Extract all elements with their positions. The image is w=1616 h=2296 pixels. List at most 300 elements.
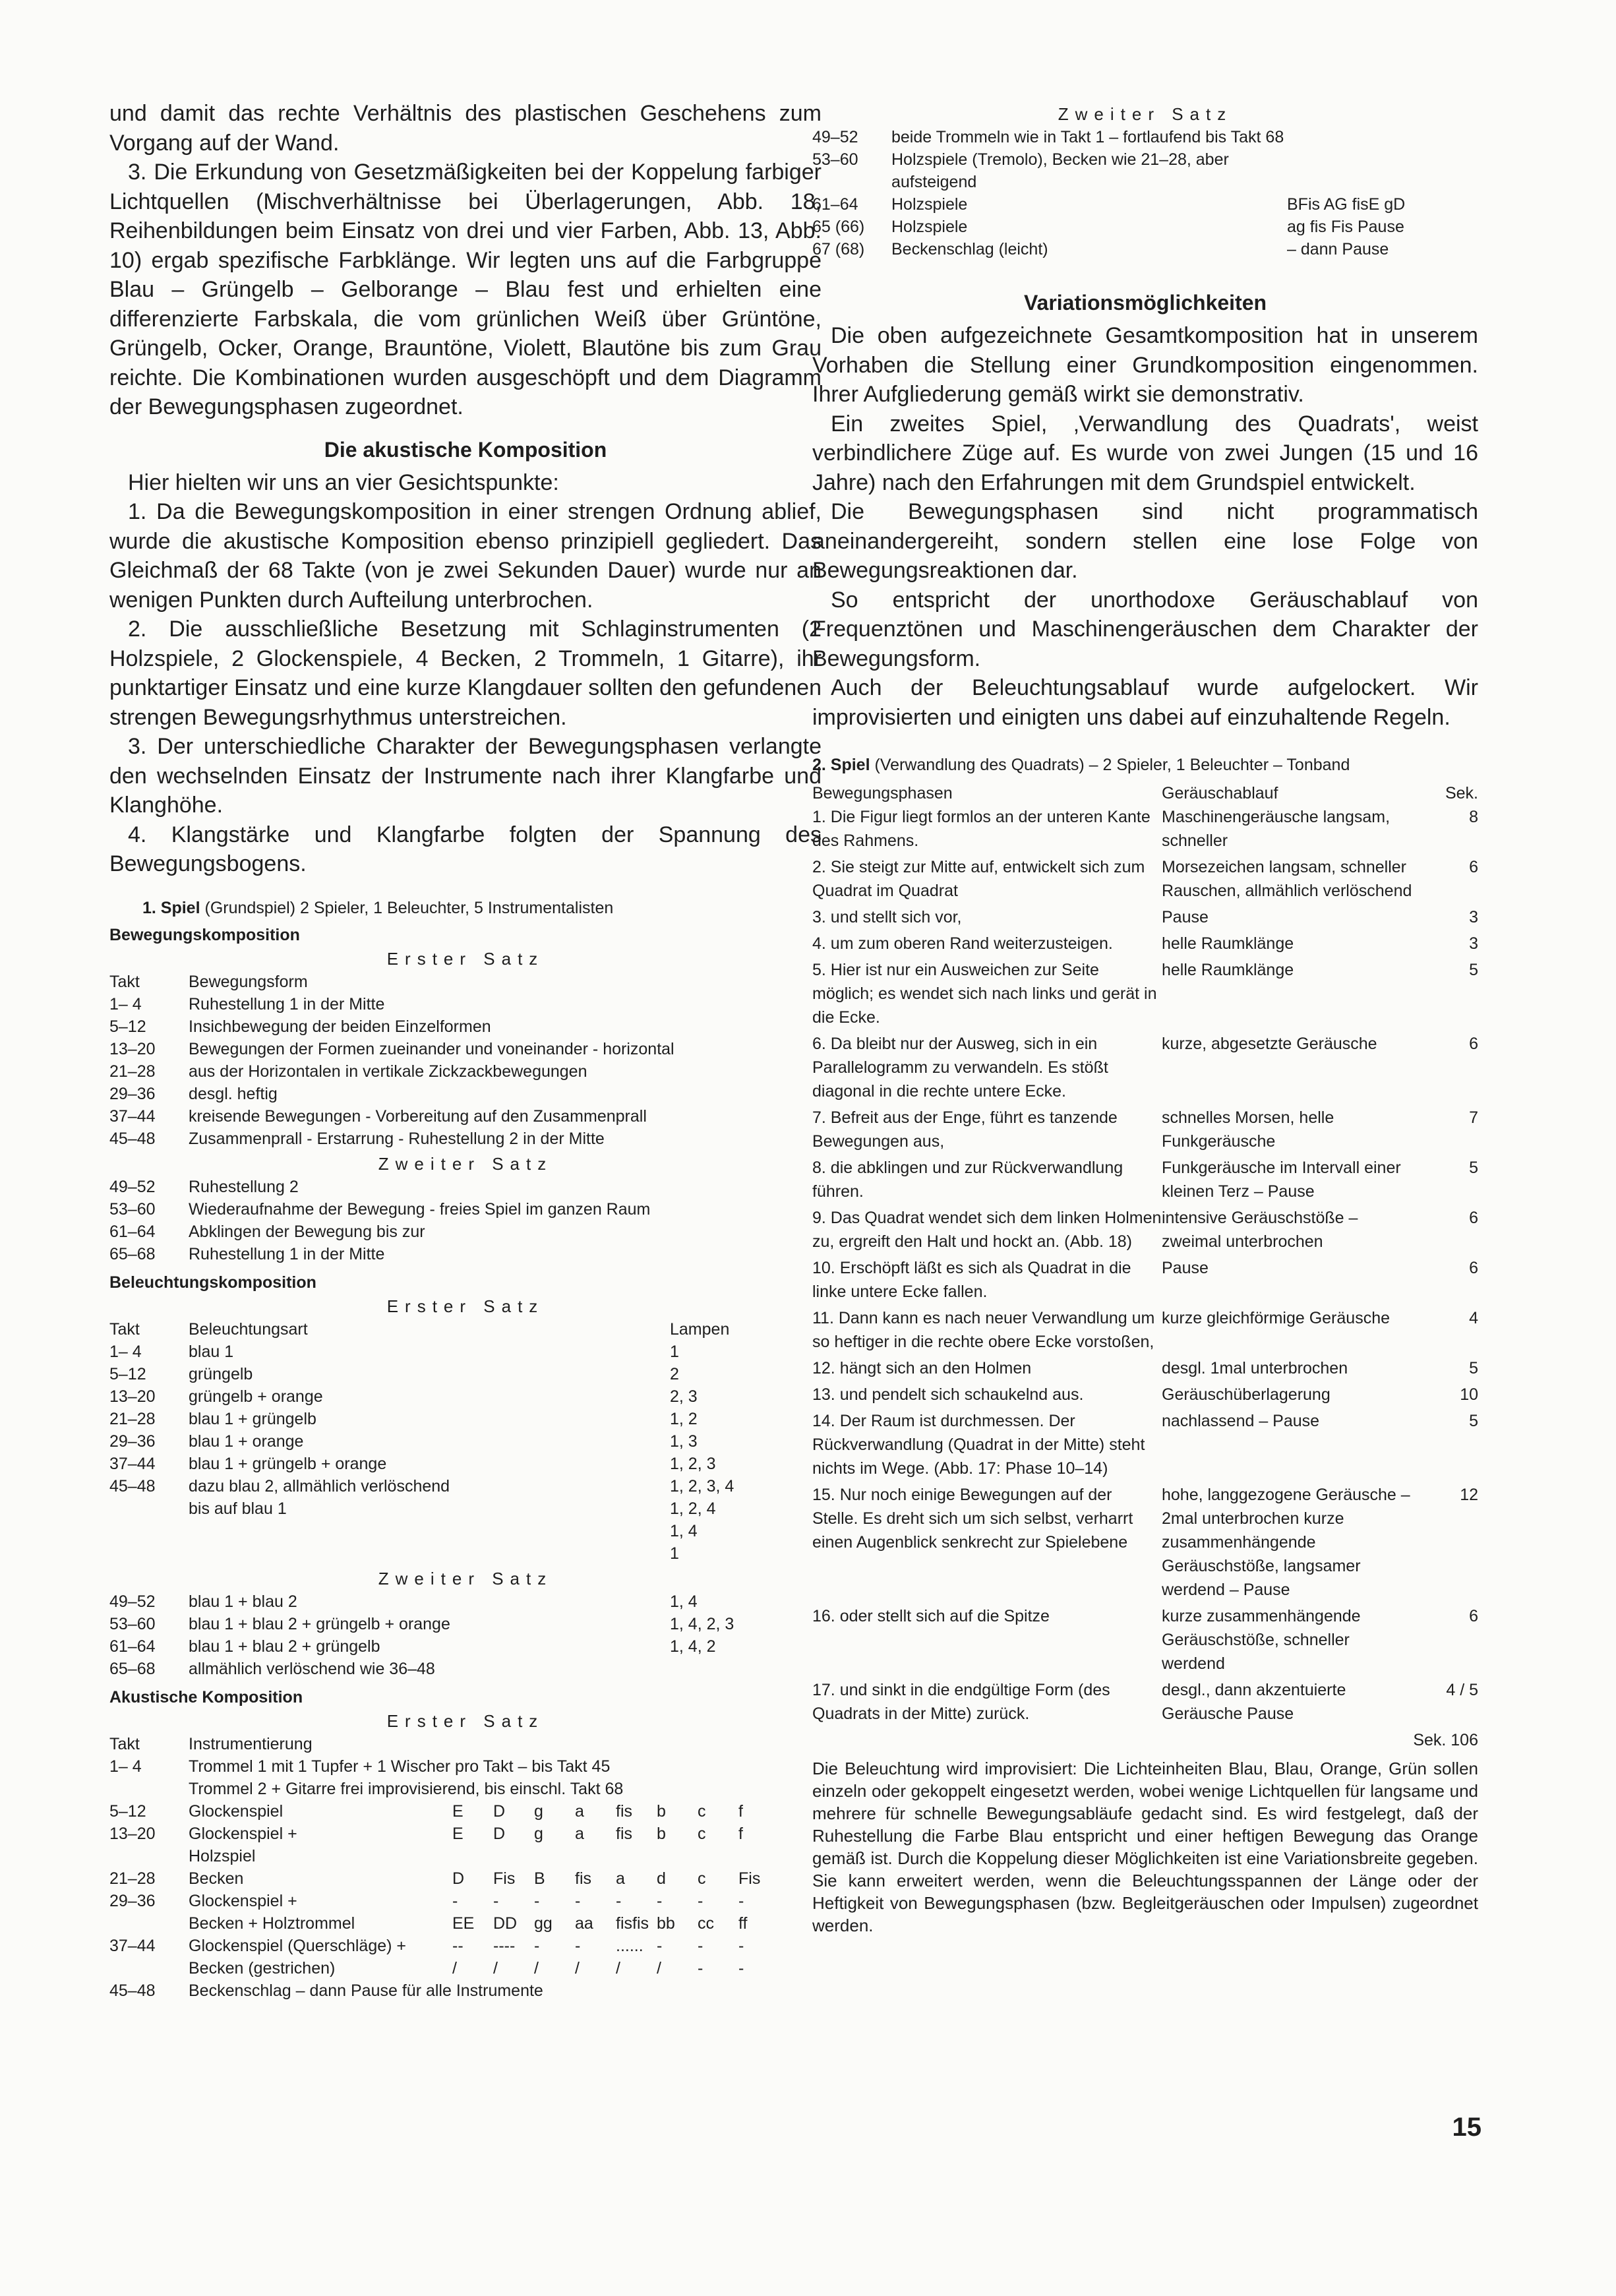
table-header-row	[109, 971, 674, 993]
note-cell: /	[452, 1958, 457, 1978]
lampen-cell: 1	[670, 1544, 679, 1563]
text-cell: Wiederaufnahme der Bewegung - freies Spiel im ganzen Raum	[189, 1199, 651, 1219]
note-cell: /	[493, 1958, 498, 1978]
seconds-cell: 10	[1460, 1385, 1478, 1404]
takt-cell: 45–48	[109, 1129, 156, 1148]
phase-cell: 10. Erschöpft läßt es sich als Quadrat in die linke untere Ecke fallen.	[812, 1259, 1131, 1301]
table-row	[812, 1206, 1478, 1256]
note-cell	[738, 1845, 779, 1867]
note-cell: EE	[452, 1914, 475, 1933]
table-row	[812, 1483, 1478, 1604]
takt-cell: 13–20	[109, 1824, 156, 1843]
text-cell: grüngelb + orange	[189, 1387, 323, 1406]
note-cell: -	[738, 1958, 744, 1978]
left-column	[109, 99, 822, 2002]
takt-cell	[109, 1845, 189, 1867]
notes-cell	[1287, 148, 1405, 193]
takt-cell: 21–28	[109, 1062, 156, 1081]
instrument-cell: Holzspiel	[189, 1846, 256, 1865]
bewegung-table-2	[109, 1176, 650, 1265]
sound-cell: desgl., dann akzentuierte Geräusche Pause	[1162, 1681, 1346, 1723]
table-row	[812, 1106, 1478, 1156]
seconds-cell: 7	[1469, 1108, 1478, 1127]
table-row	[109, 1083, 674, 1105]
seconds-cell: 5	[1469, 1359, 1478, 1377]
lampen-cell: 1, 4	[670, 1521, 698, 1540]
seconds-cell: 5	[1469, 961, 1478, 979]
note-cell: b	[657, 1824, 666, 1843]
table-row	[109, 1176, 650, 1198]
col-geraeuschablauf: Geräuschablauf	[1162, 784, 1278, 802]
note-cell: ff	[738, 1914, 748, 1933]
seconds-cell: 6	[1469, 858, 1478, 876]
akustik-notes-table	[109, 1800, 779, 1979]
lampen-cell: 1, 2	[670, 1409, 698, 1428]
table-row	[812, 1678, 1478, 1728]
sound-cell: schnelles Morsen, helle Funkgeräusche	[1162, 1108, 1334, 1151]
table-row	[109, 1341, 734, 1363]
col-lampen: Lampen	[670, 1319, 730, 1339]
sound-cell: desgl. 1mal unterbrochen	[1162, 1359, 1348, 1377]
table-row	[109, 1408, 734, 1430]
text-cell: blau 1 + grüngelb	[189, 1409, 316, 1428]
text-cell: blau 1	[189, 1342, 234, 1361]
bewegung-header: Bewegungskomposition	[109, 925, 300, 944]
sound-cell: kurze zusammenhängende Geräuschstöße, schneller werdend	[1162, 1607, 1361, 1673]
text-cell: allmählich verlöschend wie 36–48	[189, 1659, 435, 1678]
phases-table	[812, 781, 1478, 1752]
takt-cell: 13–20	[109, 1039, 156, 1058]
sound-cell: hohe, langgezogene Geräusche – 2mal unterbrochen kurze zusammenhängende Geräuschstöße, langsamer werdend – Pause	[1162, 1486, 1410, 1599]
text-cell: Bewegungen der Formen zueinander und voneinander - horizontal	[189, 1039, 674, 1058]
col-bewegungsphasen: Bewegungsphasen	[812, 784, 953, 802]
note-cell: c	[698, 1801, 706, 1821]
note-cell: /	[616, 1958, 620, 1978]
variation-text	[812, 321, 1478, 732]
seconds-cell: 5	[1469, 1159, 1478, 1177]
col-sek: Sek.	[1445, 784, 1478, 802]
table-row	[812, 1256, 1478, 1306]
section-heading: Variationsmöglichkeiten	[1023, 291, 1267, 315]
takt-cell: 29–36	[109, 1432, 156, 1451]
phase-cell: 12. hängt sich an den Holmen	[812, 1359, 1032, 1377]
table-row	[109, 1105, 674, 1128]
takt-cell: 21–28	[109, 1869, 156, 1888]
takt-cell: 61–64	[812, 195, 858, 214]
table-row	[812, 958, 1478, 1032]
takt-cell	[109, 1912, 189, 1935]
paragraph: 4. Klangstärke und Klangfarbe folgten der Spannung des Bewegungsbogens.	[109, 822, 822, 876]
table-row	[812, 126, 1405, 148]
table-row	[109, 1778, 623, 1800]
text-cell: Insichbewegung der beiden Einzelformen	[189, 1017, 491, 1036]
takt-cell: 29–36	[109, 1084, 156, 1103]
satz-label: Zweiter Satz	[378, 1153, 553, 1174]
col-takt: Takt	[109, 972, 140, 991]
note-cell	[452, 1845, 493, 1867]
takt-cell: 53–60	[109, 1614, 156, 1633]
table-row	[109, 1542, 734, 1565]
text-cell: Beckenschlag – dann Pause für alle Instrumente	[189, 1981, 543, 2000]
note-cell	[698, 1845, 738, 1867]
table-row	[109, 1520, 734, 1542]
table-row	[109, 1912, 779, 1935]
takt-cell: 5–12	[109, 1801, 146, 1821]
takt-cell: 37–44	[109, 1454, 156, 1473]
note-cell: Fis	[738, 1869, 761, 1888]
instrument-cell: Becken (gestrichen)	[189, 1958, 336, 1978]
table-row	[109, 1453, 734, 1475]
note-cell: -	[698, 1936, 703, 1955]
right-column	[812, 104, 1478, 1937]
phase-cell: 3. und stellt sich vor,	[812, 908, 962, 926]
table-row	[812, 1383, 1478, 1409]
table-row	[109, 1497, 734, 1520]
note-cell: -	[575, 1891, 581, 1910]
note-cell: gg	[534, 1914, 553, 1933]
instrument-cell: Glockenspiel +	[189, 1891, 297, 1910]
takt-cell: 49–52	[109, 1177, 156, 1196]
note-cell: -	[616, 1891, 622, 1910]
sound-cell: Pause	[1162, 1259, 1209, 1277]
seconds-cell: 3	[1469, 934, 1478, 953]
beleuchtung-header: Beleuchtungskomposition	[109, 1273, 316, 1292]
instrument-cell: Becken	[189, 1869, 244, 1888]
takt-cell: 65–68	[109, 1244, 156, 1263]
text-cell	[189, 1542, 670, 1565]
beleuchtung-table-2	[109, 1590, 734, 1680]
note-cell	[493, 1845, 534, 1867]
instrument-cell: Glockenspiel (Querschläge) +	[189, 1936, 407, 1955]
table-row	[109, 1867, 779, 1890]
text-cell: dazu blau 2, allmählich verlöschend	[189, 1476, 450, 1495]
note-cell: -	[452, 1891, 458, 1910]
instrument-cell: Glockenspiel	[189, 1801, 284, 1821]
lampen-cell: 1, 4, 2	[670, 1637, 716, 1656]
table-header-row	[109, 1733, 623, 1755]
takt-cell: 37–44	[109, 1936, 156, 1955]
takt-cell: 45–48	[109, 1981, 156, 2000]
text-cell: blau 1 + blau 2	[189, 1592, 297, 1611]
note-cell: c	[698, 1824, 706, 1843]
text-cell: Trommel 1 mit 1 Tupfer + 1 Wischer pro Takt – bis Takt 45	[189, 1757, 611, 1776]
seconds-cell: 6	[1469, 1259, 1478, 1277]
note-cell: -	[657, 1936, 663, 1955]
phase-cell: 9. Das Quadrat wendet sich dem linken Holmen zu, ergreift den Halt und hockt an. (Abb. 18)	[812, 1209, 1162, 1251]
note-cell: /	[657, 1958, 661, 1978]
lampen-cell	[670, 1658, 734, 1680]
note-cell: ......	[616, 1936, 643, 1955]
table-row	[109, 1590, 734, 1613]
note-cell: g	[534, 1824, 543, 1843]
phase-cell: 17. und sinkt in die endgültige Form (des Quadrats in der Mitte) zurück.	[812, 1681, 1110, 1723]
lampen-cell: 1, 2, 4	[670, 1499, 716, 1518]
table-row	[109, 1221, 650, 1243]
lampen-cell: 1, 4	[670, 1592, 698, 1611]
lampen-cell: 1	[670, 1342, 679, 1361]
note-cell	[534, 1845, 575, 1867]
table-header-row	[109, 1318, 734, 1341]
instrument-cell: Becken + Holztrommel	[189, 1914, 355, 1933]
spiel1-header	[109, 899, 822, 918]
table-row	[812, 905, 1478, 932]
table-row	[109, 1979, 543, 2002]
note-cell: b	[657, 1801, 666, 1821]
paragraph: Auch der Beleuchtungsablauf wurde aufgelockert. Wir improvisierten und einigten uns dabei auf einzuhaltende Regeln.	[812, 675, 1478, 730]
note-cell: -	[493, 1891, 499, 1910]
note-cell: D	[493, 1801, 506, 1821]
paragraph: 1. Da die Bewegungskomposition in einer strengen Ordnung ablief, wurde die akustische Komposition ebenso prinzipiell gegliedert. Das Gleichmaß der 68 Takte (von je zwei Sekunden Dauer) wurde nur an wenigen Punkten durch Aufteilung unterbrochen.	[109, 499, 822, 613]
note-cell: -	[575, 1936, 581, 1955]
takt-cell: 61–64	[109, 1222, 156, 1241]
text-cell: Holzspiele	[891, 218, 968, 236]
takt-cell: 45–48	[109, 1476, 156, 1495]
note-cell: fis	[616, 1824, 632, 1843]
note-cell: B	[534, 1869, 545, 1888]
note-cell: f	[738, 1801, 743, 1821]
note-cell: fis	[575, 1869, 591, 1888]
table-row	[812, 238, 1405, 260]
table-row	[109, 1755, 623, 1778]
note-cell: a	[575, 1801, 584, 1821]
beleuchtung-table-1	[109, 1318, 734, 1565]
text-cell: Trommel 2 + Gitarre frei improvisierend, bis einschl. Takt 68	[189, 1779, 624, 1798]
seconds-cell: 3	[1469, 908, 1478, 926]
sound-cell: Geräuschüberlagerung	[1162, 1385, 1331, 1404]
note-cell: -	[698, 1891, 703, 1910]
text-cell: bis auf blau 1	[189, 1499, 287, 1518]
note-cell: g	[534, 1801, 543, 1821]
phase-cell: 8. die abklingen und zur Rückverwandlung führen.	[812, 1159, 1123, 1201]
lampen-cell: 1, 3	[670, 1432, 698, 1451]
table-row	[109, 1935, 779, 1957]
note-cell: DD	[493, 1914, 518, 1933]
text-cell: kreisende Bewegungen - Vorbereitung auf den Zusammenprall	[189, 1106, 647, 1126]
lampen-cell: 1, 2, 3	[670, 1454, 716, 1473]
note-cell: fisfis	[616, 1914, 649, 1933]
takt-cell	[109, 1520, 189, 1542]
page-number: 15	[1452, 2113, 1481, 2142]
sound-cell: nachlassend – Pause	[1162, 1412, 1320, 1430]
note-cell: --	[452, 1936, 464, 1955]
takt-cell: 49–52	[109, 1592, 156, 1611]
intro-text	[109, 99, 822, 422]
seconds-cell: 5	[1469, 1412, 1478, 1430]
note-cell: a	[616, 1869, 625, 1888]
note-cell: D	[452, 1869, 465, 1888]
satz-label: Erster Satz	[386, 1296, 545, 1316]
table-row	[109, 1957, 779, 1979]
phase-cell: 13. und pendelt sich schaukelnd aus.	[812, 1385, 1084, 1404]
phase-cell: 2. Sie steigt zur Mitte auf, entwickelt sich zum Quadrat im Quadrat	[812, 858, 1145, 900]
text-cell: Beckenschlag (leicht)	[891, 240, 1048, 258]
note-cell: Fis	[493, 1869, 516, 1888]
text-cell: blau 1 + blau 2 + grüngelb + orange	[189, 1614, 450, 1633]
takt-cell: 21–28	[109, 1409, 156, 1428]
col-takt: Takt	[109, 1319, 140, 1339]
table-row	[109, 1800, 779, 1823]
takt-cell: 61–64	[109, 1637, 156, 1656]
takt-cell	[109, 1957, 189, 1979]
paragraph: und damit das rechte Verhältnis des plastischen Geschehens zum Vorgang auf der Wand.	[109, 101, 822, 156]
table-row	[109, 1243, 650, 1265]
takt-cell: 65–68	[109, 1659, 156, 1678]
takt-cell: 67 (68)	[812, 240, 865, 258]
note-cell: -	[657, 1891, 663, 1910]
note-cell: -	[738, 1891, 744, 1910]
takt-cell	[109, 1778, 189, 1800]
table-row	[109, 1658, 734, 1680]
sound-cell: kurze, abgesetzte Geräusche	[1162, 1035, 1377, 1053]
text-cell: blau 1 + orange	[189, 1432, 304, 1451]
takt-cell: 13–20	[109, 1387, 156, 1406]
closing-note: Die Beleuchtung wird improvisiert: Die Lichteinheiten Blau, Blau, Orange, Grün sollen einzeln oder gekoppelt eingesetzt werden, wobei wenige Lichtquellen für langsame und mehrere für schnelle Bewegungsabläufe gedacht sind. Es wird festgelegt, daß der Ruhestellung die Farbe Blau entspricht und einer heftigen Bewegung das Orange gemäß ist. Durch die Koppelung dieser Möglichkeiten ist eine Variationsbreite gegeben. Sie kann erweitert werden, wenn die Beleuchtungsspannen der Länge oder der Heftigkeit von Bewegungsphasen (bzw. Begleitgeräuschen oder Impulsen) zugeordnet werden.	[812, 1759, 1478, 1935]
text-cell: beide Trommeln wie in Takt 1 – fortlaufend bis Takt 68	[891, 128, 1284, 146]
sound-cell: kurze gleichförmige Geräusche	[1162, 1309, 1390, 1327]
table-row	[109, 1015, 674, 1038]
spiel2-details: (Verwandlung des Quadrats) – 2 Spieler, 1 Beleuchter – Tonband	[874, 756, 1350, 774]
table-row	[812, 1409, 1478, 1483]
sound-cell: Pause	[1162, 908, 1209, 926]
note-cell	[616, 1845, 657, 1867]
note-cell: -	[534, 1936, 540, 1955]
seconds-cell: 6	[1469, 1209, 1478, 1227]
table-row	[812, 193, 1405, 216]
takt-cell: 65 (66)	[812, 218, 865, 236]
seconds-cell: 6	[1469, 1607, 1478, 1625]
paragraph: 3. Die Erkundung von Gesetzmäßigkeiten bei der Koppelung farbiger Lichtquellen (Mischverhältnisse bei Überlagerungen, Abb. 18, Reihenbildungen beim Einsatz von drei und vier Farben, Abb. 13, Abb. 10) ergab spezifische Farbklänge. Wir legten uns auf die Farbgruppe Blau – Grüngelb – Gelborange – Blau fest und erhielten eine differenzierte Farbskala, die vom grünlichen Weiß über Grüntöne, Grüngelb, Ocker, Orange, Brauntöne, Violett, Blautöne bis zum Grau reichte. Die Kombinationen wurden ausgeschöpft und dem Diagramm der Bewegungsphasen zugeordnet.	[109, 160, 822, 419]
seconds-cell: 4 / 5	[1446, 1681, 1478, 1699]
paragraph: Hier hielten wir uns an vier Gesichtspunkte:	[128, 469, 559, 495]
total-seconds: Sek. 106	[1413, 1731, 1478, 1749]
takt-cell	[109, 1542, 189, 1565]
seconds-cell: 12	[1460, 1486, 1478, 1504]
col-instrumentierung: Instrumentierung	[189, 1734, 313, 1753]
table-row	[812, 855, 1478, 905]
lampen-cell: 2	[670, 1364, 679, 1383]
seconds-cell: 8	[1469, 808, 1478, 826]
seconds-cell: 4	[1469, 1309, 1478, 1327]
takt-cell: 53–60	[109, 1199, 156, 1219]
table-row	[812, 1356, 1478, 1383]
text-cell: Holzspiele (Tremolo), Becken wie 21–28, aber aufsteigend	[891, 150, 1229, 191]
col-beleuchtungsart: Beleuchtungsart	[189, 1319, 308, 1339]
note-cell: bb	[657, 1914, 675, 1933]
col-bewegungsform: Bewegungsform	[189, 972, 308, 991]
akustik-text	[109, 468, 822, 879]
text-cell: Zusammenprall - Erstarrung - Ruhestellung 2 in der Mitte	[189, 1129, 605, 1148]
text-cell: Ruhestellung 2	[189, 1177, 299, 1196]
paragraph: 3. Der unterschiedliche Charakter der Bewegungsphasen verlangte den wechselnden Einsatz der Instrumente nach ihrer Klangfarbe und Klanghöhe.	[109, 734, 822, 818]
notes-cell: BFis AG fisE gD	[1287, 195, 1406, 214]
table-row	[109, 993, 674, 1015]
paragraph: Die oben aufgezeichnete Gesamtkomposition hat in unserem Vorhaben die Stellung einer Grundkomposition eingenommen. Ihrer Aufgliederung gemäß wirkt sie demonstrativ.	[812, 323, 1478, 407]
sound-cell: intensive Geräuschstöße – zweimal unterbrochen	[1162, 1209, 1358, 1251]
zweiter-satz-table	[812, 126, 1405, 260]
takt-cell: 53–60	[812, 150, 858, 169]
spiel2-header	[812, 756, 1478, 775]
note-cell: aa	[575, 1914, 593, 1933]
sound-cell: helle Raumklänge	[1162, 961, 1294, 979]
note-cell: /	[534, 1958, 539, 1978]
takt-cell	[109, 1497, 189, 1520]
note-cell: D	[493, 1824, 506, 1843]
akustik-last-table	[109, 1979, 543, 2002]
note-cell: f	[738, 1824, 743, 1843]
text-cell: Holzspiele	[891, 195, 968, 214]
paragraph: So entspricht der unorthodoxe Geräuschablauf von Frequenztönen und Maschinengeräuschen dem Charakter der Bewegungsform.	[812, 587, 1478, 671]
table-row	[109, 1385, 734, 1408]
notes-cell: – dann Pause	[1287, 240, 1389, 258]
table-row	[109, 1475, 734, 1497]
table-row	[812, 1032, 1478, 1106]
seconds-cell: 6	[1469, 1035, 1478, 1053]
phase-cell: 16. oder stellt sich auf die Spitze	[812, 1607, 1050, 1625]
takt-cell: 1– 4	[109, 994, 142, 1013]
bewegung-table-1	[109, 971, 674, 1150]
table-row	[812, 1604, 1478, 1678]
table-row	[812, 1156, 1478, 1206]
spiel1-title: 1. Spiel	[142, 898, 200, 917]
lampen-cell: 1, 2, 3, 4	[670, 1476, 734, 1495]
note-cell	[575, 1845, 616, 1867]
table-row	[109, 1060, 674, 1083]
phase-cell: 7. Befreit aus der Enge, führt es tanzende Bewegungen aus,	[812, 1108, 1118, 1151]
phase-cell: 4. um zum oberen Rand weiterzusteigen.	[812, 934, 1113, 953]
spiel1-details: (Grundspiel) 2 Spieler, 1 Beleuchter, 5 Instrumentalisten	[204, 898, 614, 917]
text-cell: Abklingen der Bewegung bis zur	[189, 1222, 425, 1241]
table-row	[109, 1430, 734, 1453]
note-cell: -	[534, 1891, 540, 1910]
note-cell	[657, 1845, 698, 1867]
note-cell: -	[738, 1936, 744, 1955]
total-row	[812, 1728, 1478, 1752]
table-row	[109, 1890, 779, 1912]
note-cell: ----	[493, 1936, 516, 1955]
phase-cell: 6. Da bleibt nur der Ausweg, sich in ein Parallelogramm zu verwandeln. Es stößt diagonal in die rechte untere Ecke.	[812, 1035, 1108, 1101]
text-cell: Ruhestellung 1 in der Mitte	[189, 1244, 385, 1263]
note-cell: /	[575, 1958, 580, 1978]
takt-cell: 49–52	[812, 128, 858, 146]
phase-cell: 11. Dann kann es nach neuer Verwandlung um so heftiger in die rechte obere Ecke vorstoßen,	[812, 1309, 1155, 1351]
phase-cell: 5. Hier ist nur ein Ausweichen zur Seite möglich; es wendet sich nach links und gerät in die Ecke.	[812, 961, 1157, 1027]
takt-cell: 1– 4	[109, 1757, 142, 1776]
note-cell: cc	[698, 1914, 714, 1933]
table-row	[109, 1823, 779, 1845]
lampen-cell: 1, 4, 2, 3	[670, 1614, 734, 1633]
note-cell: E	[452, 1824, 464, 1843]
phase-cell: 14. Der Raum ist durchmessen. Der Rückverwandlung (Quadrat in der Mitte) steht nichts im Wege. (Abb. 17: Phase 10–14)	[812, 1412, 1145, 1478]
sound-cell: Funkgeräusche im Intervall einer kleinen Terz – Pause	[1162, 1159, 1401, 1201]
takt-cell: 37–44	[109, 1106, 156, 1126]
takt-cell: 5–12	[109, 1017, 146, 1036]
table-row	[109, 1635, 734, 1658]
akustik-intro-table	[109, 1733, 623, 1800]
table-row	[109, 1613, 734, 1635]
takt-cell: 1– 4	[109, 1342, 142, 1361]
note-cell: a	[575, 1824, 584, 1843]
satz-label: Erster Satz	[386, 948, 545, 969]
table-row	[812, 932, 1478, 958]
col-takt: Takt	[109, 1734, 140, 1753]
notes-cell	[1287, 126, 1405, 148]
table-row	[812, 805, 1478, 855]
note-cell: -	[698, 1958, 703, 1978]
text-cell: blau 1 + blau 2 + grüngelb	[189, 1637, 380, 1656]
satz-label: Erster Satz	[386, 1710, 545, 1731]
table-row	[109, 1038, 674, 1060]
phase-cell: 1. Die Figur liegt formlos an der unteren Kante des Rahmens.	[812, 808, 1151, 850]
